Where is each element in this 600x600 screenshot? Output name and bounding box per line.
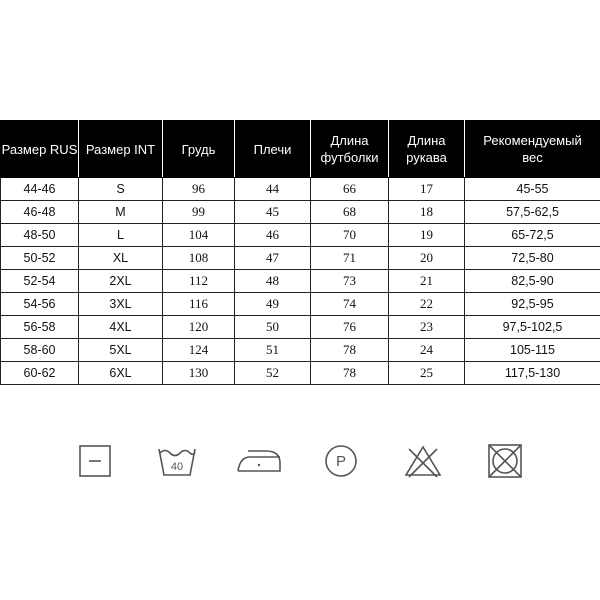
table-row xyxy=(1,178,600,201)
table-cell: 108 xyxy=(163,247,235,270)
column-header-label: Длина рукава xyxy=(406,133,447,165)
table-cell: 23 xyxy=(389,316,465,339)
table-cell: XL xyxy=(79,247,163,270)
table-cell: 71 xyxy=(311,247,389,270)
table-cell: 52 xyxy=(235,362,311,385)
table-cell: 48-50 xyxy=(1,224,79,247)
table-cell: 48 xyxy=(235,270,311,293)
table-cell: 66 xyxy=(311,178,389,201)
table-cell: 18 xyxy=(389,201,465,224)
table-cell: 19 xyxy=(389,224,465,247)
table-cell: 4XL xyxy=(79,316,163,339)
table-cell: 21 xyxy=(389,270,465,293)
column-header-label: Длина футболки xyxy=(320,133,379,165)
table-cell: 104 xyxy=(163,224,235,247)
table-cell: 22 xyxy=(389,293,465,316)
table-cell: 2XL xyxy=(79,270,163,293)
table-cell: 24 xyxy=(389,339,465,362)
table-cell: 47 xyxy=(235,247,311,270)
table-cell: 73 xyxy=(311,270,389,293)
column-header-label: Плечи xyxy=(253,141,292,157)
table-cell: 54-56 xyxy=(1,293,79,316)
table-cell: 130 xyxy=(163,362,235,385)
table-cell: 120 xyxy=(163,316,235,339)
table-cell: 97,5-102,5 xyxy=(465,316,600,339)
table-cell: 44 xyxy=(235,178,311,201)
table-cell: 52-54 xyxy=(1,270,79,293)
table-cell: 105-115 xyxy=(465,339,600,362)
table-row xyxy=(1,339,600,362)
wash-40-icon xyxy=(152,436,202,486)
table-cell: 92,5-95 xyxy=(465,293,600,316)
table-row xyxy=(1,270,600,293)
size-chart-body xyxy=(1,178,600,385)
table-cell: 68 xyxy=(311,201,389,224)
size-chart-header xyxy=(1,121,600,178)
table-cell: 70 xyxy=(311,224,389,247)
table-cell: 57,5-62,5 xyxy=(465,201,600,224)
table-cell: 124 xyxy=(163,339,235,362)
table-cell: 50-52 xyxy=(1,247,79,270)
column-header-label: Размер INT xyxy=(85,141,156,157)
header-row xyxy=(1,121,600,178)
do-not-bleach-icon xyxy=(398,436,448,486)
table-cell: 116 xyxy=(163,293,235,316)
table-cell: 45-55 xyxy=(465,178,600,201)
table-cell: 96 xyxy=(163,178,235,201)
column-header xyxy=(163,121,235,178)
table-cell: 51 xyxy=(235,339,311,362)
cleaning-letter: P xyxy=(335,453,347,470)
table-cell: 65-72,5 xyxy=(465,224,600,247)
table-cell: 45 xyxy=(235,201,311,224)
table-cell: 3XL xyxy=(79,293,163,316)
table-cell: 78 xyxy=(311,339,389,362)
table-row xyxy=(1,316,600,339)
column-header xyxy=(311,121,389,178)
column-header xyxy=(465,121,600,178)
table-cell: 20 xyxy=(389,247,465,270)
table-cell: 72,5-80 xyxy=(465,247,600,270)
table-cell: 60-62 xyxy=(1,362,79,385)
column-header-label: Грудь xyxy=(181,141,216,157)
table-cell: 50 xyxy=(235,316,311,339)
table-cell: 117,5-130 xyxy=(465,362,600,385)
table-row xyxy=(1,247,600,270)
column-header xyxy=(1,121,79,178)
table-row xyxy=(1,201,600,224)
table-row xyxy=(1,362,600,385)
column-header xyxy=(235,121,311,178)
wash-temperature-label: 40 xyxy=(170,461,184,473)
table-cell: 56-58 xyxy=(1,316,79,339)
table-cell: 17 xyxy=(389,178,465,201)
size-chart-table xyxy=(0,120,600,385)
iron-low-heat-icon xyxy=(234,436,284,486)
do-not-tumble-dry-icon xyxy=(480,436,530,486)
column-header xyxy=(389,121,465,178)
table-cell: S xyxy=(79,178,163,201)
column-header-label: Размер RUS xyxy=(1,141,78,157)
table-row xyxy=(1,224,600,247)
table-cell: 76 xyxy=(311,316,389,339)
care-instructions xyxy=(70,436,530,486)
table-cell: 74 xyxy=(311,293,389,316)
table-cell: L xyxy=(79,224,163,247)
column-header xyxy=(79,121,163,178)
tumble-dry-flat-icon xyxy=(70,436,120,486)
table-row xyxy=(1,293,600,316)
column-header-label: Рекомендуемый вес xyxy=(483,133,582,165)
table-cell: 25 xyxy=(389,362,465,385)
table-cell: 78 xyxy=(311,362,389,385)
table-cell: 6XL xyxy=(79,362,163,385)
table-cell: 112 xyxy=(163,270,235,293)
table-cell: 82,5-90 xyxy=(465,270,600,293)
table-cell: 5XL xyxy=(79,339,163,362)
table-cell: 44-46 xyxy=(1,178,79,201)
table-cell: 49 xyxy=(235,293,311,316)
table-cell: 58-60 xyxy=(1,339,79,362)
professional-cleaning-p-icon xyxy=(316,436,366,486)
table-cell: M xyxy=(79,201,163,224)
table-cell: 99 xyxy=(163,201,235,224)
table-cell: 46-48 xyxy=(1,201,79,224)
table-cell: 46 xyxy=(235,224,311,247)
